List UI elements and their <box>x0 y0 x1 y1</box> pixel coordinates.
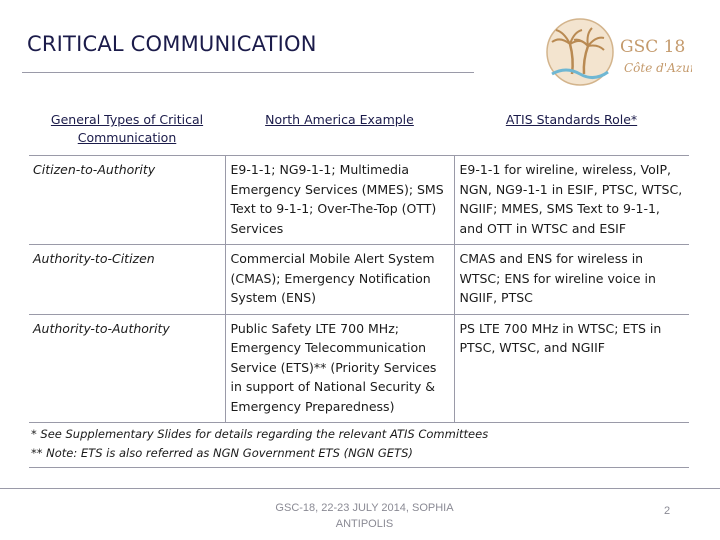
row-role: E9-1-1 for wireline, wireless, VoIP, NGN, NG9-1-1 in ESIF, PTSC, WTSC, NGIIF; MMES, SMS Text to 9-1-1, and OTT in WTSC and ESIF <box>454 156 689 245</box>
row-type: Authority-to-Authority <box>29 314 225 423</box>
row-type: Authority-to-Citizen <box>29 245 225 315</box>
page-number: 2 <box>664 505 671 517</box>
footer-event: GSC-18, 22-23 JULY 2014, SOPHIA ANTIPOLIS <box>275 502 454 530</box>
footnote-2: ** Note: ETS is also referred as NGN Government ETS (NGN GETS) <box>31 446 413 460</box>
row-type: Citizen-to-Authority <box>29 156 225 245</box>
logo-text-main: GSC 18 <box>620 37 686 57</box>
footnotes <box>29 423 689 468</box>
table-row <box>29 314 689 423</box>
table-row <box>29 245 689 315</box>
footer-divider <box>0 488 720 489</box>
gsc18-logo <box>542 14 692 90</box>
header-north-america-example: North America Example <box>225 100 454 156</box>
table-row <box>29 156 689 245</box>
footnote-1: * See Supplementary Slides for details regarding the relevant ATIS Committees <box>31 427 489 441</box>
row-example: E9-1-1; NG9-1-1; Multimedia Emergency Services (MMES); SMS Text to 9-1-1; Over-The-Top (OTT) Services <box>225 156 454 245</box>
header-atis-role: ATIS Standards Role* <box>454 100 689 156</box>
table-header-row <box>29 100 689 156</box>
row-example: Public Safety LTE 700 MHz; Emergency Telecommunication Service (ETS)** (Priority Services in support of National Security & Emergency Preparedness) <box>225 314 454 423</box>
row-role: PS LTE 700 MHz in WTSC; ETS in PTSC, WTSC, and NGIIF <box>454 314 689 423</box>
critical-communication-table <box>29 100 689 468</box>
row-example: Commercial Mobile Alert System (CMAS); Emergency Notification System (ENS) <box>225 245 454 315</box>
slide-title: CRITICAL COMMUNICATION <box>27 32 317 56</box>
title-underline <box>22 72 474 73</box>
footnote-row <box>29 423 689 468</box>
logo-text-sub: Côte d'Azur <box>624 61 692 75</box>
header-general-types: General Types of Critical Communication <box>29 100 225 156</box>
row-role: CMAS and ENS for wireless in WTSC; ENS for wireline voice in NGIIF, PTSC <box>454 245 689 315</box>
